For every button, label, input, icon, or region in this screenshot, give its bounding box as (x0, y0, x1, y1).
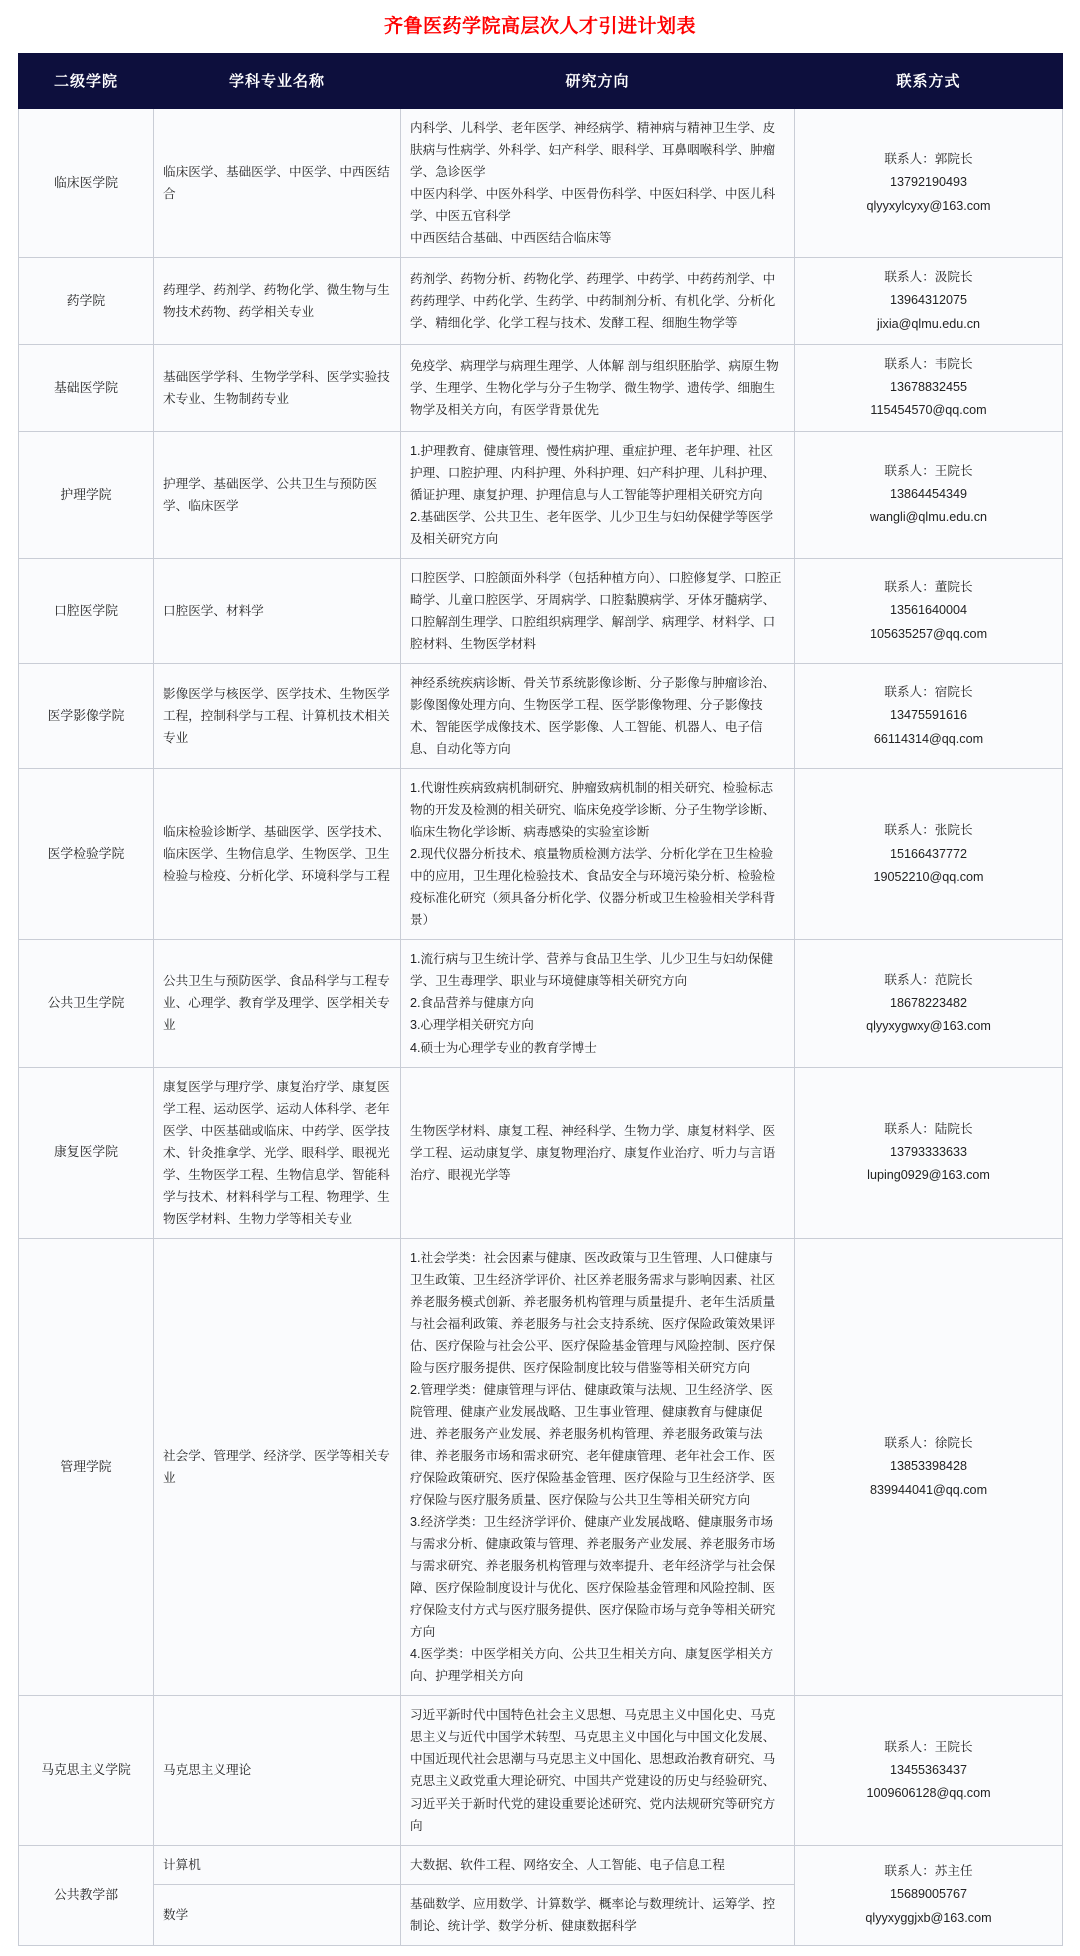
table-row (19, 558, 1063, 663)
cell-direction: 1.流行病与卫生统计学、营养与食品卫生学、儿少卫生与妇幼保健学、卫生毒理学、职业与环境健康等相关研究方向 2.食品营养与健康方向 3.心理学相关研究方向 4.硕士为心理学专业的教育学博士 (401, 940, 795, 1067)
column-header-direction: 研究方向 (401, 53, 795, 108)
cell-contact: 联系人：汲院长 13964312075 jixia@qlmu.edu.cn (795, 257, 1063, 344)
table-row (19, 1845, 1063, 1884)
cell-major: 公共卫生与预防医学、食品科学与工程专业、心理学、教育学及理学、医学相关专业 (154, 940, 401, 1067)
cell-direction: 免疫学、病理学与病理生理学、人体解 剖与组织胚胎学、病原生物学、生理学、生物化学与分子生物学、微生物学、遗传学、细胞生物学及相关方向，有医学背景优先 (401, 344, 795, 431)
cell-contact: 联系人：陆院长 13793333633 luping0929@163.com (795, 1067, 1063, 1238)
cell-major: 基础医学学科、生物学学科、医学实验技术专业、生物制药专业 (154, 344, 401, 431)
cell-contact: 联系人：徐院长 13853398428 839944041@qq.com (795, 1238, 1063, 1696)
table-row (19, 344, 1063, 431)
cell-direction: 1.护理教育、健康管理、慢性病护理、重症护理、老年护理、社区护理、口腔护理、内科护理、外科护理、妇产科护理、儿科护理、循证护理、康复护理、护理信息与人工智能等护理相关研究方向 2.基础医学、公共卫生、老年医学、儿少卫生与妇幼保健学等医学及相关研究方向 (401, 431, 795, 558)
cell-college: 口腔医学院 (19, 558, 154, 663)
table-row (19, 664, 1063, 769)
table-row (19, 257, 1063, 344)
cell-direction: 口腔医学、口腔颌面外科学（包括种植方向）、口腔修复学、口腔正畸学、儿童口腔医学、牙周病学、口腔黏膜病学、牙体牙髓病学、口腔解剖生理学、口腔组织病理学、解剖学、病理学、材料学、口腔材料、生物医学材料 (401, 558, 795, 663)
column-header-contact: 联系方式 (795, 53, 1063, 108)
table-row (19, 108, 1063, 257)
cell-major: 社会学、管理学、经济学、医学等相关专业 (154, 1238, 401, 1696)
cell-college: 临床医学院 (19, 108, 154, 257)
table-row (19, 940, 1063, 1067)
table-header-row (19, 53, 1063, 108)
table-row (19, 769, 1063, 940)
cell-contact: 联系人：董院长 13561640004 105635257@qq.com (795, 558, 1063, 663)
cell-direction: 大数据、软件工程、网络安全、人工智能、电子信息工程 (401, 1845, 795, 1884)
cell-major: 临床医学、基础医学、中医学、中西医结合 (154, 108, 401, 257)
column-header-major: 学科专业名称 (154, 53, 401, 108)
talent-plan-table (18, 53, 1063, 1946)
cell-major: 影像医学与核医学、医学技术、生物医学工程，控制科学与工程、计算机技术相关专业 (154, 664, 401, 769)
cell-major: 数学 (154, 1884, 401, 1945)
cell-direction: 药剂学、药物分析、药物化学、药理学、中药学、中药药剂学、中药药理学、中药化学、生药学、中药制剂分析、有机化学、分析化学、精细化学、化学工程与技术、发酵工程、细胞生物学等 (401, 257, 795, 344)
cell-major: 马克思主义理论 (154, 1696, 401, 1845)
cell-major: 计算机 (154, 1845, 401, 1884)
cell-contact: 联系人：范院长 18678223482 qlyyxygwxy@163.com (795, 940, 1063, 1067)
cell-major: 护理学、基础医学、公共卫生与预防医学、临床医学 (154, 431, 401, 558)
cell-major: 临床检验诊断学、基础医学、医学技术、临床医学、生物信息学、生物医学、卫生检验与检疫、分析化学、环境科学与工程 (154, 769, 401, 940)
cell-college: 基础医学院 (19, 344, 154, 431)
cell-college: 医学影像学院 (19, 664, 154, 769)
cell-direction: 习近平新时代中国特色社会主义思想、马克思主义中国化史、马克思主义与近代中国学术转型、马克思主义中国化与中国文化发展、中国近现代社会思潮与马克思主义中国化、思想政治教育研究、马克思主义政党重大理论研究、中国共产党建设的历史与经验研究、习近平关于新时代党的建设重要论述研究、党内法规研究等研究方向 (401, 1696, 795, 1845)
cell-direction: 生物医学材料、康复工程、神经科学、生物力学、康复材料学、医学工程、运动康复学、康复物理治疗、康复作业治疗、听力与言语治疗、眼视光学等 (401, 1067, 795, 1238)
cell-major: 口腔医学、材料学 (154, 558, 401, 663)
cell-direction: 内科学、儿科学、老年医学、神经病学、精神病与精神卫生学、皮肤病与性病学、外科学、妇产科学、眼科学、耳鼻咽喉科学、肿瘤学、急诊医学 中医内科学、中医外科学、中医骨伤科学、中医妇科学、中医儿科学、中医五官科学 中西医结合基础、中西医结合临床等 (401, 108, 795, 257)
cell-direction: 神经系统疾病诊断、骨关节系统影像诊断、分子影像与肿瘤诊治、影像图像处理方向、生物医学工程、医学影像物理、分子影像技术、智能医学成像技术、医学影像、人工智能、机器人、电子信息、自动化等方向 (401, 664, 795, 769)
cell-college: 马克思主义学院 (19, 1696, 154, 1845)
cell-contact: 联系人：张院长 15166437772 19052210@qq.com (795, 769, 1063, 940)
cell-contact: 联系人：郭院长 13792190493 qlyyxylcyxy@163.com (795, 108, 1063, 257)
cell-contact: 联系人：王院长 13455363437 1009606128@qq.com (795, 1696, 1063, 1845)
cell-college: 药学院 (19, 257, 154, 344)
table-row (19, 431, 1063, 558)
cell-college: 康复医学院 (19, 1067, 154, 1238)
cell-college: 公共教学部 (19, 1845, 154, 1945)
cell-direction: 1.社会学类：社会因素与健康、医改政策与卫生管理、人口健康与卫生政策、卫生经济学评价、社区养老服务需求与影响因素、社区养老服务模式创新、养老服务机构管理与质量提升、老年生活质量与社会福利政策、养老服务与社会支持系统、医疗保险政策效果评估、医疗保险与社会公平、医疗保险基金管理与风险控制、医疗保险与医疗服务提供、医疗保险制度比较与借鉴等相关研究方向 2.管理学类：健康管理与评估、健康政策与法规、卫生经济学、医院管理、健康产业发展战略、卫生事业管理、健康教育与健康促进、养老服务产业发展、养老服务机构管理、养老服务政策与法律、养老服务市场和需求研究、老年健康管理、老年社会工作、医疗保险政策研究、医疗保险基金管理、医疗保险与卫生经济学、医疗保险与医疗服务质量、医疗保险与公共卫生等相关研究方向 3.经济学类：卫生经济学评价、健康产业发展战略、健康服务市场与需求分析、健康政策与管理、养老服务产业发展、养老服务市场与需求研究、养老服务机构管理与效率提升、老年经济学与社会保障、医疗保险制度设计与优化、医疗保险基金管理和风险控制、医疗保险支付方式与医疗服务提供、医疗保险市场与竞争等相关研究方向 4.医学类：中医学相关方向、公共卫生相关方向、康复医学相关方向、护理学相关方向 (401, 1238, 795, 1696)
table-body (19, 108, 1063, 1945)
cell-major: 康复医学与理疗学、康复治疗学、康复医学工程、运动医学、运动人体科学、老年医学、中医基础或临床、中药学、医学技术、针灸推拿学、光学、眼科学、眼视光学、生物医学工程、生物信息学、智能科学与技术、材料科学与工程、物理学、生物医学材料、生物力学等相关专业 (154, 1067, 401, 1238)
page-title: 齐鲁医药学院高层次人才引进计划表 (383, 16, 696, 37)
cell-direction: 1.代谢性疾病致病机制研究、肿瘤致病机制的相关研究、检验标志物的开发及检测的相关研究、临床免疫学诊断、分子生物学诊断、临床生物化学诊断、病毒感染的实验室诊断 2.现代仪器分析技术、痕量物质检测方法学、分析化学在卫生检验中的应用，卫生理化检验技术、食品安全与环境污染分析、检验检疫标准化研究（须具备分析化学、仪器分析或卫生检验相关学科背景） (401, 769, 795, 940)
cell-contact: 联系人：苏主任 15689005767 qlyyxyggjxb@163.com (795, 1845, 1063, 1945)
cell-contact: 联系人：宿院长 13475591616 66114314@qq.com (795, 664, 1063, 769)
column-header-college: 二级学院 (19, 53, 154, 108)
cell-college: 护理学院 (19, 431, 154, 558)
cell-direction: 基础数学、应用数学、计算数学、概率论与数理统计、运筹学、控制论、统计学、数学分析、健康数据科学 (401, 1884, 795, 1945)
table-row (19, 1067, 1063, 1238)
cell-college: 公共卫生学院 (19, 940, 154, 1067)
cell-college: 管理学院 (19, 1238, 154, 1696)
table-header (19, 53, 1063, 108)
table-row (19, 1696, 1063, 1845)
cell-college: 医学检验学院 (19, 769, 154, 940)
table-row (19, 1238, 1063, 1696)
cell-major: 药理学、药剂学、药物化学、微生物与生物技术药物、药学相关专业 (154, 257, 401, 344)
cell-contact: 联系人：韦院长 13678832455 115454570@qq.com (795, 344, 1063, 431)
cell-contact: 联系人：王院长 13864454349 wangli@qlmu.edu.cn (795, 431, 1063, 558)
